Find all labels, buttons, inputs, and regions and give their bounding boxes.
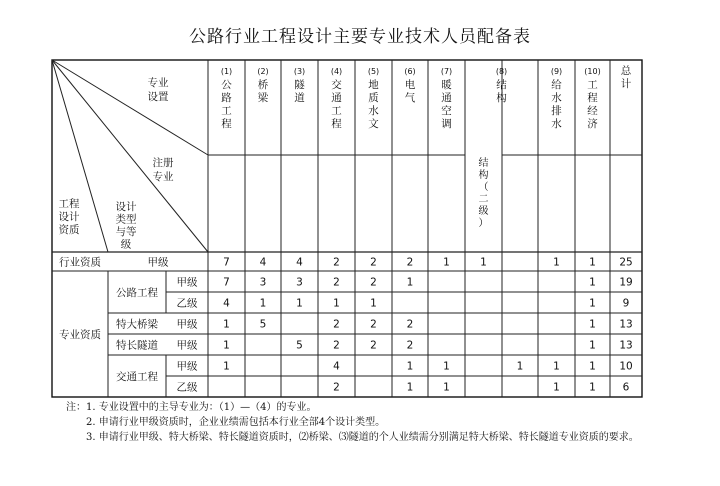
- specialty-number: (6): [404, 67, 416, 76]
- value-cell: 1: [406, 360, 414, 373]
- value-cell: 10: [619, 360, 633, 373]
- value-cell: 2: [370, 318, 377, 331]
- grade-label: 甲级: [176, 339, 198, 352]
- total-header: 总计: [620, 65, 632, 90]
- value-cell: 1: [406, 276, 414, 289]
- row-label-professional: 专业资质: [59, 329, 101, 341]
- value-cell: 13: [619, 318, 633, 331]
- value-cell: 1: [589, 276, 596, 289]
- value-cell: 2: [333, 318, 340, 331]
- value-cell: 1: [259, 297, 267, 310]
- value-cell: 1: [589, 297, 596, 310]
- specialty-name: 交通工程: [331, 79, 342, 130]
- value-cell: 4: [333, 360, 340, 373]
- specialty-name: 桥梁: [257, 79, 269, 104]
- value-cell: 1: [553, 381, 560, 394]
- value-cell: 1: [589, 256, 596, 269]
- grade-label: 甲级: [176, 276, 198, 289]
- specialty-number: (3): [293, 67, 306, 76]
- value-cell: 1: [516, 360, 524, 373]
- value-cell: 7: [223, 276, 230, 289]
- design-type-label: 特长隧道: [116, 339, 158, 352]
- specialty-name: 地质水文: [368, 79, 379, 130]
- registered-structure-label: 结构（二级）: [478, 158, 489, 229]
- value-cell: 13: [619, 339, 633, 352]
- value-cell: 1: [296, 297, 303, 310]
- note-item-1: 1. 专业设置中的主导专业为：（1）—（4）的专业。: [86, 402, 317, 413]
- value-cell: 1: [589, 318, 596, 331]
- value-cell: 19: [619, 276, 633, 289]
- specialty-name: 给水排水: [551, 79, 562, 130]
- page-title: 公路行业工程设计主要专业技术人员配备表: [189, 27, 531, 47]
- design-type-label: 交通工程: [116, 371, 158, 383]
- value-cell: 2: [333, 381, 340, 394]
- grade-label: 甲级: [176, 318, 198, 331]
- design-type-label: 公路工程: [116, 287, 158, 299]
- label-qualification: 工程设计资质: [58, 198, 80, 236]
- value-cell: 2: [333, 339, 340, 352]
- specialty-name: 公路工程: [221, 79, 232, 130]
- grade-label: 甲级: [176, 360, 198, 373]
- value-cell: 2: [370, 276, 377, 289]
- value-cell: 2: [333, 256, 340, 269]
- value-cell: 1: [223, 360, 230, 373]
- value-cell: 1: [443, 381, 450, 394]
- label-registered-specialty: 注册专业: [152, 157, 174, 183]
- value-cell: 1: [589, 360, 596, 373]
- value-cell: 5: [296, 339, 303, 352]
- value-cell: 1: [480, 256, 487, 269]
- note-item-2: 2. 申请行业甲级资质时，企业业绩需包括本行业全部4个设计类型。: [86, 417, 386, 428]
- design-type-label: 特大桥梁: [116, 318, 158, 331]
- value-cell: 6: [622, 381, 630, 394]
- notes-label: 注：: [66, 402, 86, 413]
- specialty-number: (4): [330, 67, 343, 76]
- value-cell: 1: [553, 360, 560, 373]
- value-cell: 25: [619, 256, 633, 269]
- value-cell: 3: [259, 276, 267, 289]
- note-item-3: 3. 申请行业甲级、特大桥梁、特长隧道资质时，⑵桥梁、⑶隧道的个人业绩需分别满足特大桥梁、特长隧道专业资质的要求。: [86, 432, 639, 443]
- value-cell: 4: [259, 256, 267, 269]
- specialty-number: (1): [220, 67, 233, 76]
- value-cell: 3: [296, 276, 303, 289]
- specialty-name: 结构: [496, 79, 507, 104]
- specialty-number: (8): [495, 67, 508, 76]
- value-cell: 7: [223, 256, 230, 269]
- specialty-name: 暖通空调: [441, 79, 452, 130]
- value-cell: 1: [370, 297, 377, 310]
- specialty-name: 电气: [404, 79, 416, 104]
- value-cell: 1: [223, 318, 230, 331]
- grade-label: 乙级: [176, 297, 198, 310]
- value-cell: 2: [406, 256, 414, 269]
- label-design-type-grade: 设计类型与等级: [115, 201, 137, 251]
- value-cell: 1: [443, 360, 450, 373]
- value-cell: 1: [223, 339, 230, 352]
- value-cell: 2: [333, 276, 340, 289]
- grade-label: 甲级: [147, 256, 169, 269]
- value-cell: 1: [589, 381, 596, 394]
- specialty-number: (9): [550, 67, 563, 76]
- value-cell: 4: [223, 297, 230, 310]
- value-cell: 9: [622, 297, 630, 310]
- notes: [66, 400, 686, 445]
- value-cell: 1: [443, 256, 450, 269]
- grade-label: 乙级: [176, 381, 198, 394]
- specialty-number: (5): [367, 67, 380, 76]
- value-cell: 5: [259, 318, 267, 331]
- value-cell: 1: [553, 256, 560, 269]
- specialty-number: (7): [440, 67, 453, 76]
- value-cell: 1: [589, 339, 596, 352]
- value-cell: 4: [296, 256, 303, 269]
- value-cell: 2: [406, 339, 414, 352]
- value-cell: 2: [406, 318, 414, 331]
- specialty-name: 隧道: [294, 79, 305, 104]
- value-cell: 1: [333, 297, 340, 310]
- value-cell: 2: [370, 256, 377, 269]
- label-specialty-setting: 专业设置: [147, 77, 169, 103]
- specialty-name: 工程经济: [587, 79, 598, 130]
- value-cell: 2: [370, 339, 377, 352]
- specialty-number: (2): [257, 67, 269, 76]
- specialty-number: (10): [584, 67, 601, 76]
- row-label-industry: 行业资质: [59, 256, 101, 269]
- value-cell: 1: [406, 381, 414, 394]
